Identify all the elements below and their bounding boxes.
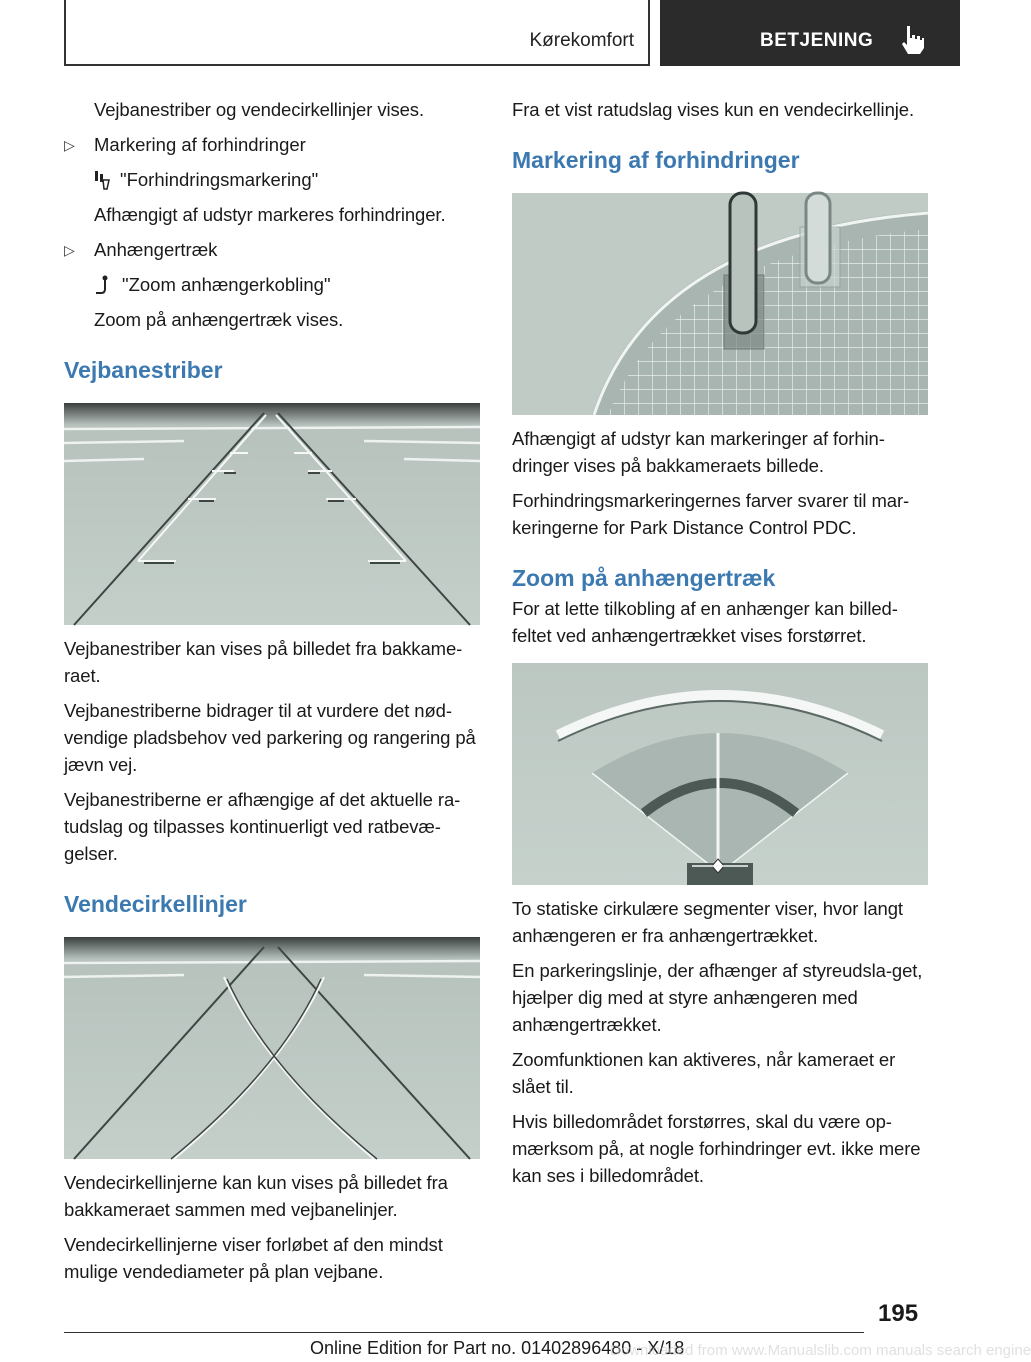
obstacle-marking-figure [512, 193, 928, 415]
header-chapter-title: BETJENING [760, 30, 874, 51]
header-section-title: Kørekomfort [529, 30, 634, 51]
obstacle-marking-desc: Afhængigt af udstyr markeres forhindringer. [94, 204, 446, 225]
right-column [512, 96, 928, 1197]
lane-lines-figure [64, 403, 480, 625]
lane-display-intro: Vejbanestriber og vendecirkellinjer vises. [94, 99, 425, 120]
obstacle-marking-para-2: Forhindringsmarkeringernes farver svarer til mar-keringerne for Park Distance Control PDC. [512, 490, 910, 538]
turning-circle-figure [64, 937, 480, 1159]
trailer-zoom-button-line [64, 271, 480, 298]
trailer-zoom-figure [512, 663, 928, 885]
trailer-zoom-para-5: Hvis billedområdet forstørres, skal du være op-mærksom på, at nogle forhindringer evt. ikke mere kan ses i billedområdet. [512, 1111, 921, 1186]
bullet-obstacle-marking [64, 131, 480, 158]
trailer-zoom-para-4: Zoomfunktionen kan aktiveres, når kameraet er slået til. [512, 1049, 896, 1097]
footer-edition: Online Edition for Part no. 01402896480 - X/18 [310, 1338, 685, 1358]
footer-watermark [610, 1342, 1031, 1359]
pointing-hand-icon [898, 24, 926, 56]
single-turning-line-note: Fra et vist ratudslag vises kun en vendecirkellinje. [512, 99, 914, 120]
triangle-bullet-icon: ▷ [64, 242, 75, 258]
heading-trailer-zoom: Zoom på anhængertræk [512, 565, 776, 591]
trailer-zoom-para-1: For at lette tilkobling af en anhænger kan billed-feltet ved anhængertrækket vises forstørret. [512, 598, 898, 646]
trailer-zoom-para-3: En parkeringslinje, der afhænger af styreudsla-get, hjælper dig med at styre anhængeren med anhængertrækket. [512, 960, 923, 1035]
triangle-bullet-icon: ▷ [64, 137, 75, 153]
obstacle-marking-icon [94, 170, 110, 190]
heading-turning-circle: Vendecirkellinjer [64, 891, 247, 917]
page-number: 195 [878, 1300, 919, 1327]
trailer-zoom-desc: Zoom på anhængertræk vises. [94, 309, 344, 330]
lane-lines-para-3: Vejbanestriberne er afhængige af det aktuelle ra-tudslag og tilpasses kontinuerligt ved ratbevæ-gelser. [64, 789, 461, 864]
obstacle-marking-button-line [64, 166, 480, 193]
obstacle-marking-button-label: "Forhindringsmarkering" [120, 169, 319, 190]
trailer-zoom-button-label: "Zoom anhængerkobling" [122, 274, 331, 295]
bullet-obstacle-label: Markering af forhindringer [94, 134, 306, 155]
page-header [0, 0, 960, 66]
trailer-zoom-para-2: To statiske cirkulære segmenter viser, hvor langt anhængeren er fra anhængertrækket. [512, 898, 903, 946]
bullet-trailer-hitch [64, 236, 480, 263]
footer-divider [64, 1332, 864, 1333]
watermark-text: Downloaded from www.Manualslib.com manuals search engine [610, 1342, 1031, 1359]
header-section-box [64, 0, 650, 66]
left-column [64, 96, 480, 1293]
lane-lines-para-1: Vejbanestriber kan vises på billedet fra bakkame-raet. [64, 638, 463, 686]
turning-circle-para-2: Vendecirkellinjerne viser forløbet af den mindst mulige vendediameter på plan vejbane. [64, 1234, 443, 1282]
lane-lines-para-2: Vejbanestriberne bidrager til at vurdere det nød-vendige pladsbehov ved parkering og rangering på jævn vej. [64, 700, 476, 775]
bullet-trailer-label: Anhængertræk [94, 239, 218, 260]
heading-lane-lines: Vejbanestriber [64, 357, 223, 383]
obstacle-marking-para-1: Afhængigt af udstyr kan markeringer af forhin-dringer vises på bakkameraets billede. [512, 428, 885, 476]
heading-obstacle-marking: Markering af forhindringer [512, 147, 800, 173]
header-chapter-tab [660, 0, 960, 66]
trailer-hitch-icon [94, 275, 112, 295]
turning-circle-para-1: Vendecirkellinjerne kan kun vises på billedet fra bakkameraet sammen med vejbanelinjer. [64, 1172, 448, 1220]
